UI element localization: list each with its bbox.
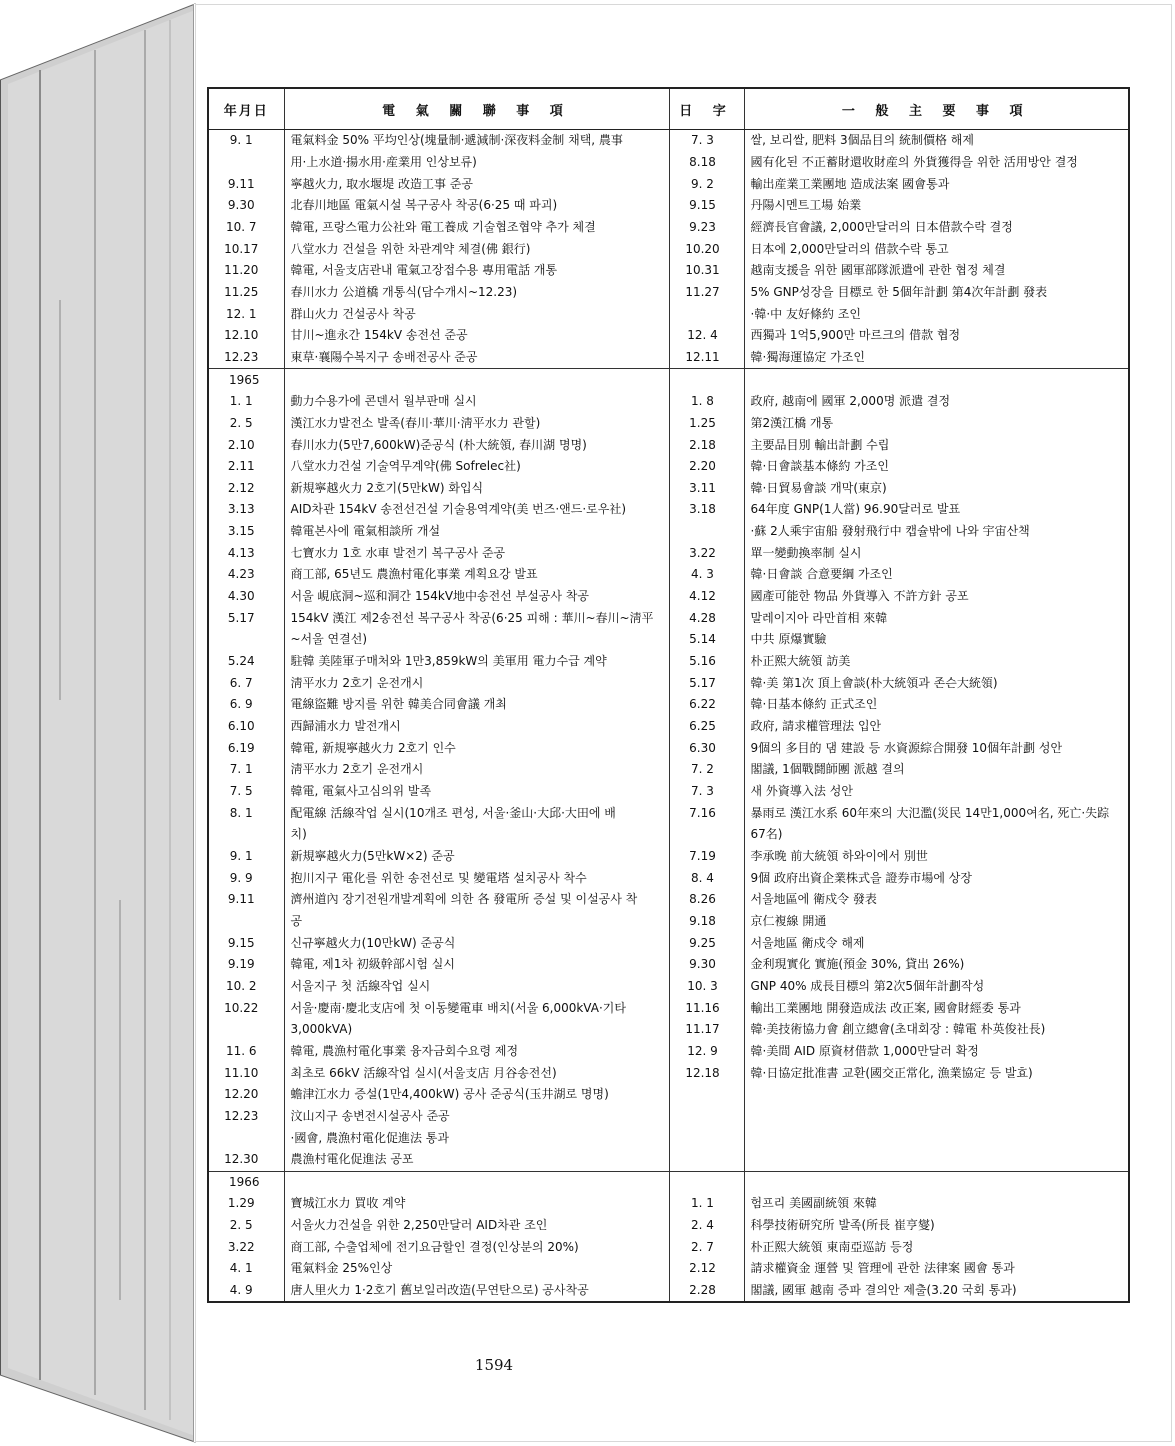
electric-event-cell: 東草·襄陽수복지구 송배전공사 준공 [284, 347, 669, 369]
electric-event-cell: 動力수용가에 콘덴서 월부판매 실시 [284, 391, 669, 413]
electric-event-cell: 蟾津江水力 증설(1만4,400kW) 공사 준공식(玉井湖로 명명) [284, 1084, 669, 1106]
general-date-cell: 2.28 [669, 1280, 744, 1303]
general-event-cell: 輸出工業團地 開發造成法 改正案, 國會財經委 통과 [744, 997, 1129, 1019]
electric-event-cell [284, 1171, 669, 1193]
general-date-cell: 8. 4 [669, 867, 744, 889]
general-date-cell: 1. 1 [669, 1193, 744, 1215]
table-row [208, 542, 1129, 564]
date-cell: 7. 1 [208, 759, 284, 781]
electric-event-cell: 韓電, 제1차 初級幹部시험 실시 [284, 954, 669, 976]
electric-event-cell: 商工部, 수출업체에 전기요금할인 결정(인상분의 20%) [284, 1236, 669, 1258]
general-date-cell [669, 303, 744, 325]
date-cell: 1965 [208, 369, 284, 391]
date-cell: 6.10 [208, 716, 284, 738]
general-event-cell: 韓·日基本條約 正式조인 [744, 694, 1129, 716]
date-cell: 1966 [208, 1171, 284, 1193]
general-date-cell: 12. 9 [669, 1041, 744, 1063]
electric-event-cell: 配電線 活線작업 실시(10개조 편성, 서울·釜山·大邱·大田에 배 [284, 802, 669, 824]
general-event-cell: 67名) [744, 824, 1129, 846]
date-cell: 9.19 [208, 954, 284, 976]
general-date-cell: 4. 3 [669, 564, 744, 586]
electric-event-cell: 北春川地區 電氣시설 복구공사 착공(6·25 때 파괴) [284, 195, 669, 217]
general-date-cell: 2. 7 [669, 1236, 744, 1258]
general-event-cell: 말레이지아 라만首相 來韓 [744, 607, 1129, 629]
date-cell: 10. 2 [208, 976, 284, 998]
general-event-cell: 閣議, 國軍 越南 증파 결의안 제출(3.20 국회 통과) [744, 1280, 1129, 1303]
general-event-cell: 9個 政府出資企業株式을 證券市場에 상장 [744, 867, 1129, 889]
general-date-cell: 2. 4 [669, 1215, 744, 1237]
table-row [208, 607, 1129, 629]
general-event-cell: 中共 原爆實驗 [744, 629, 1129, 651]
table-row [208, 478, 1129, 500]
general-event-cell: 單一變動換率制 실시 [744, 542, 1129, 564]
general-event-cell: 京仁複線 開通 [744, 911, 1129, 933]
date-cell: 8. 1 [208, 802, 284, 824]
general-event-cell: 9個의 多目的 댐 建設 등 水資源綜合開發 10個年計劃 성안 [744, 737, 1129, 759]
table-row [208, 781, 1129, 803]
table-row [208, 369, 1129, 391]
general-date-cell: 8.18 [669, 152, 744, 174]
table-row [208, 1149, 1129, 1171]
table-row [208, 932, 1129, 954]
table-row [208, 1215, 1129, 1237]
date-cell: 4.13 [208, 542, 284, 564]
table-row [208, 954, 1129, 976]
table-row [208, 1258, 1129, 1280]
electric-event-cell: 韓電, 프랑스電力公社와 電工養成 기술협조협약 추가 체결 [284, 217, 669, 239]
date-cell [208, 911, 284, 933]
table-row [208, 347, 1129, 369]
electric-event-cell: 寶城江水力 買收 계약 [284, 1193, 669, 1215]
electric-event-cell: 韓電, 서울支店관내 電氣고장접수용 專用電話 개통 [284, 260, 669, 282]
date-cell: 7. 5 [208, 781, 284, 803]
date-cell [208, 152, 284, 174]
general-event-cell: 韓·獨海運協定 가조인 [744, 347, 1129, 369]
general-event-cell: 韓·日會談基本條約 가조인 [744, 456, 1129, 478]
table-row [208, 434, 1129, 456]
date-cell: 9. 1 [208, 846, 284, 868]
general-date-cell: 7. 2 [669, 759, 744, 781]
general-date-cell: 5.16 [669, 651, 744, 673]
table-row [208, 824, 1129, 846]
date-cell: 11.25 [208, 282, 284, 304]
table-row [208, 759, 1129, 781]
general-event-cell: 閣議, 1個戰鬪師團 派越 결의 [744, 759, 1129, 781]
general-event-cell [744, 1149, 1129, 1171]
date-cell: 9.15 [208, 932, 284, 954]
electric-event-cell [284, 369, 669, 391]
date-cell: 11. 6 [208, 1041, 284, 1063]
table-row [208, 846, 1129, 868]
general-event-cell: 第2漢江橋 개통 [744, 413, 1129, 435]
general-date-cell: 9.25 [669, 932, 744, 954]
date-cell: 6. 7 [208, 672, 284, 694]
general-date-cell: 6.25 [669, 716, 744, 738]
general-date-cell: 11.17 [669, 1019, 744, 1041]
electric-event-cell: 신규寧越火力(10만kW) 준공식 [284, 932, 669, 954]
electric-event-cell: 3,000kVA) [284, 1019, 669, 1041]
general-date-cell: 6.22 [669, 694, 744, 716]
table-row [208, 716, 1129, 738]
general-date-cell: 3.18 [669, 499, 744, 521]
date-cell: 2.12 [208, 478, 284, 500]
general-event-cell: 쌀, 보리쌀, 肥料 3個品目의 統制價格 해제 [744, 130, 1129, 152]
general-date-cell: 3.22 [669, 542, 744, 564]
table-row [208, 325, 1129, 347]
general-date-cell: 11.16 [669, 997, 744, 1019]
header-date: 年月日 [208, 88, 284, 130]
table-row [208, 521, 1129, 543]
general-date-cell [669, 1084, 744, 1106]
table-row [208, 260, 1129, 282]
date-cell: 12.10 [208, 325, 284, 347]
date-cell: 3.13 [208, 499, 284, 521]
general-event-cell: 韓·日協定批准書 교환(國交正常化, 漁業協定 등 발효) [744, 1062, 1129, 1084]
electric-event-cell: 七寶水力 1호 水車 발전기 복구공사 준공 [284, 542, 669, 564]
general-event-cell: 丹陽시멘트工場 始業 [744, 195, 1129, 217]
table-row [208, 802, 1129, 824]
table-row [208, 911, 1129, 933]
document-page [193, 4, 1172, 1442]
general-date-cell [669, 1149, 744, 1171]
electric-event-cell: 최초로 66kV 活線작업 실시(서울支店 月谷송전선) [284, 1062, 669, 1084]
electric-event-cell: 漢江水力발전소 발족(春川·華川·淸平水力 관할) [284, 413, 669, 435]
general-event-cell: 韓·日貿易會談 개막(東京) [744, 478, 1129, 500]
page-number: 1594 [474, 1356, 514, 1374]
date-cell: 9.11 [208, 173, 284, 195]
date-cell: 2. 5 [208, 413, 284, 435]
general-event-cell: 험프리 美國副統領 來韓 [744, 1193, 1129, 1215]
table-row [208, 1280, 1129, 1303]
electric-event-cell: 汶山지구 송변전시설공사 준공 [284, 1106, 669, 1128]
general-date-cell [669, 1127, 744, 1149]
table-row [208, 303, 1129, 325]
table-row [208, 586, 1129, 608]
general-event-cell: 政府, 請求權管理法 입안 [744, 716, 1129, 738]
date-cell: 3.22 [208, 1236, 284, 1258]
general-date-cell: 8.26 [669, 889, 744, 911]
general-date-cell: 4.28 [669, 607, 744, 629]
electric-event-cell: ~서울 연결선) [284, 629, 669, 651]
general-event-cell: 새 外資導入法 성안 [744, 781, 1129, 803]
date-cell [208, 629, 284, 651]
table-row [208, 976, 1129, 998]
general-date-cell: 9. 2 [669, 173, 744, 195]
general-date-cell: 1. 8 [669, 391, 744, 413]
electric-event-cell: 154kV 漢江 제2송전선 복구공사 착공(6·25 피해 : 華川~春川~淸平 [284, 607, 669, 629]
electric-event-cell: 八堂水力건설 기술역무계약(佛 Sofrelec社) [284, 456, 669, 478]
general-event-cell [744, 1106, 1129, 1128]
general-event-cell: 輸出産業工業團地 造成法案 國會통과 [744, 173, 1129, 195]
general-event-cell: 金利現實化 實施(預金 30%, 貸出 26%) [744, 954, 1129, 976]
date-cell: 9.30 [208, 195, 284, 217]
date-cell: 3.15 [208, 521, 284, 543]
general-date-cell: 12.18 [669, 1062, 744, 1084]
electric-event-cell: 電氣料金 50% 平均인상(塊量制·遞減制·深夜料金制 채택, 農事 [284, 130, 669, 152]
general-date-cell [669, 369, 744, 391]
date-cell: 5.17 [208, 607, 284, 629]
date-cell: 4. 1 [208, 1258, 284, 1280]
general-date-cell [669, 521, 744, 543]
general-event-cell: 主要品目別 輸出計劃 수립 [744, 434, 1129, 456]
general-event-cell: 請求權資金 運營 및 管理에 관한 法律案 國會 통과 [744, 1258, 1129, 1280]
table-row [208, 737, 1129, 759]
date-cell: 5.24 [208, 651, 284, 673]
general-date-cell: 7.19 [669, 846, 744, 868]
date-cell: 10.22 [208, 997, 284, 1019]
general-date-cell: 9.18 [669, 911, 744, 933]
date-cell: 6.19 [208, 737, 284, 759]
general-event-cell: 서울地區에 衛戍令 發表 [744, 889, 1129, 911]
table-row [208, 152, 1129, 174]
general-event-cell: 韓·美 第1次 頂上會談(朴大統領과 존슨大統領) [744, 672, 1129, 694]
general-date-cell [669, 1106, 744, 1128]
date-cell: 12. 1 [208, 303, 284, 325]
general-date-cell: 2.12 [669, 1258, 744, 1280]
date-cell: 11.10 [208, 1062, 284, 1084]
general-date-cell: 2.18 [669, 434, 744, 456]
general-event-cell: 朴正熙大統領 東南亞巡訪 등정 [744, 1236, 1129, 1258]
table-row [208, 694, 1129, 716]
electric-event-cell: 甘川~進永간 154kV 송전선 준공 [284, 325, 669, 347]
electric-event-cell: 駐韓 美陸軍子매처와 1만3,859kW의 美軍用 電力수급 계약 [284, 651, 669, 673]
electric-event-cell: 서울·慶南·慶北支店에 첫 이동變電車 배치(서울 6,000kVA·기타 [284, 997, 669, 1019]
electric-event-cell: 西歸浦水力 발전개시 [284, 716, 669, 738]
electric-event-cell: 春川水力(5만7,600kW)준공식 (朴大統領, 春川湖 명명) [284, 434, 669, 456]
general-date-cell: 3.11 [669, 478, 744, 500]
general-date-cell: 4.12 [669, 586, 744, 608]
general-event-cell [744, 1127, 1129, 1149]
electric-event-cell: AID차관 154kV 송전선건설 기술용역계약(美 번즈·앤드·로우社) [284, 499, 669, 521]
electric-event-cell: 八堂水力 건설을 위한 차관계약 체결(佛 銀行) [284, 238, 669, 260]
table-row [208, 217, 1129, 239]
general-date-cell: 7. 3 [669, 130, 744, 152]
date-cell: 2.10 [208, 434, 284, 456]
table-row [208, 629, 1129, 651]
electric-event-cell: 서울 峴底洞~巡和洞간 154kV地中송전선 부설공사 착공 [284, 586, 669, 608]
general-event-cell: 越南支援을 위한 國軍部隊派遣에 관한 협정 체결 [744, 260, 1129, 282]
general-date-cell: 9.15 [669, 195, 744, 217]
general-event-cell: 國有化된 不正蓄財還收財産의 外貨獲得을 위한 活用방안 결정 [744, 152, 1129, 174]
chronology-table [207, 87, 1130, 1303]
date-cell: 2. 5 [208, 1215, 284, 1237]
date-cell: 1. 1 [208, 391, 284, 413]
table-row [208, 238, 1129, 260]
table-row [208, 672, 1129, 694]
general-date-cell: 12.11 [669, 347, 744, 369]
table-row [208, 997, 1129, 1019]
table-row [208, 173, 1129, 195]
date-cell: 9. 1 [208, 130, 284, 152]
general-event-cell: 日本에 2,000만달러의 借款수락 통고 [744, 238, 1129, 260]
general-event-cell: GNP 40% 成長目標의 第2次5個年計劃작성 [744, 976, 1129, 998]
header-general-events: 一 般 主 要 事 項 [744, 88, 1129, 130]
table-row [208, 1041, 1129, 1063]
electric-event-cell: 韓電, 電氣사고심의위 발족 [284, 781, 669, 803]
general-date-cell: 2.20 [669, 456, 744, 478]
date-cell: 11.20 [208, 260, 284, 282]
general-date-cell: 10.20 [669, 238, 744, 260]
general-date-cell: 5.14 [669, 629, 744, 651]
header-electric-events: 電 氣 關 聯 事 項 [284, 88, 669, 130]
date-cell: 1.29 [208, 1193, 284, 1215]
electric-event-cell: 用·上水道·揚水用·産業用 인상보류) [284, 152, 669, 174]
electric-event-cell: 電氣料金 25%인상 [284, 1258, 669, 1280]
general-date-cell [669, 1171, 744, 1193]
table-row [208, 1236, 1129, 1258]
electric-event-cell: 濟州道內 장기전원개발계획에 의한 各 發電所 증설 및 이설공사 착 [284, 889, 669, 911]
general-event-cell: 韓·美技術協力會 創立總會(초대회장 : 韓電 朴英俊社長) [744, 1019, 1129, 1041]
electric-event-cell: 抱川지구 電化를 위한 송전선로 및 變電塔 설치공사 착수 [284, 867, 669, 889]
general-event-cell: 朴正熙大統領 訪美 [744, 651, 1129, 673]
electric-event-cell: 韓電, 新規寧越火力 2호기 인수 [284, 737, 669, 759]
table-row [208, 564, 1129, 586]
table-row [208, 1084, 1129, 1106]
general-event-cell: 科學技術研究所 발족(所長 崔亨燮) [744, 1215, 1129, 1237]
general-date-cell: 10.31 [669, 260, 744, 282]
header-date-general: 日 字 [669, 88, 744, 130]
general-event-cell: 64年度 GNP(1人當) 96.90달러로 발표 [744, 499, 1129, 521]
table-row [208, 391, 1129, 413]
general-date-cell: 11.27 [669, 282, 744, 304]
general-date-cell: 5.17 [669, 672, 744, 694]
table-row [208, 195, 1129, 217]
electric-event-cell: 공 [284, 911, 669, 933]
date-cell [208, 1019, 284, 1041]
date-cell: 2.11 [208, 456, 284, 478]
table-row [208, 282, 1129, 304]
date-cell: 4. 9 [208, 1280, 284, 1303]
electric-event-cell: 新規寧越火力(5만kW×2) 준공 [284, 846, 669, 868]
date-cell: 12.23 [208, 1106, 284, 1128]
date-cell [208, 1127, 284, 1149]
date-cell [208, 824, 284, 846]
table-row [208, 889, 1129, 911]
electric-event-cell: 唐人里火力 1·2호기 舊보일러改造(무연탄으로) 공사착공 [284, 1280, 669, 1303]
general-event-cell: 서울地區 衛戍令 해제 [744, 932, 1129, 954]
general-event-cell [744, 369, 1129, 391]
date-cell: 4.30 [208, 586, 284, 608]
table-row [208, 413, 1129, 435]
date-cell: 4.23 [208, 564, 284, 586]
electric-event-cell: 치) [284, 824, 669, 846]
general-date-cell: 7.16 [669, 802, 744, 824]
table-row [208, 1062, 1129, 1084]
general-event-cell: 5% GNP성장을 目標로 한 5個年計劃 第4次年計劃 發表 [744, 282, 1129, 304]
general-event-cell: ·蘇 2人乘宇宙船 發射飛行中 캡슐밖에 나와 宇宙산책 [744, 521, 1129, 543]
date-cell: 9.11 [208, 889, 284, 911]
table-row [208, 456, 1129, 478]
electric-event-cell: 서울火力건설을 위한 2,250만달러 AID차관 조인 [284, 1215, 669, 1237]
book-page-edges [0, 0, 200, 1446]
general-date-cell: 7. 3 [669, 781, 744, 803]
general-date-cell: 1.25 [669, 413, 744, 435]
table-row [208, 1019, 1129, 1041]
table-row [208, 867, 1129, 889]
table-row [208, 1171, 1129, 1193]
general-date-cell [669, 824, 744, 846]
electric-event-cell: 商工部, 65년도 農漁村電化事業 계획요강 발표 [284, 564, 669, 586]
general-date-cell: 9.30 [669, 954, 744, 976]
date-cell: 12.20 [208, 1084, 284, 1106]
date-cell: 10.17 [208, 238, 284, 260]
electric-event-cell: 群山火力 건설공사 착공 [284, 303, 669, 325]
general-event-cell: ·韓·中 友好條約 조인 [744, 303, 1129, 325]
general-event-cell: 韓·美間 AID 原資材借款 1,000만달러 확정 [744, 1041, 1129, 1063]
table-body [208, 130, 1129, 1303]
electric-event-cell: 電線盜難 방지를 위한 韓美合同會議 개최 [284, 694, 669, 716]
general-event-cell: 暴雨로 漢江水系 60年來의 大氾濫(災民 14만1,000여名, 死亡·失踪 [744, 802, 1129, 824]
general-event-cell: 政府, 越南에 國軍 2,000명 派遣 결정 [744, 391, 1129, 413]
electric-event-cell: ·國會, 農漁村電化促進法 통과 [284, 1127, 669, 1149]
table-row [208, 499, 1129, 521]
electric-event-cell: 淸平水力 2호기 운전개시 [284, 759, 669, 781]
electric-event-cell: 新規寧越火力 2호기(5만kW) 화입식 [284, 478, 669, 500]
table-row [208, 1127, 1129, 1149]
general-event-cell [744, 1084, 1129, 1106]
general-date-cell: 10. 3 [669, 976, 744, 998]
date-cell: 9. 9 [208, 867, 284, 889]
electric-event-cell: 淸平水力 2호기 운전개시 [284, 672, 669, 694]
table-row [208, 1193, 1129, 1215]
electric-event-cell: 韓電본사에 電氣相談所 개설 [284, 521, 669, 543]
electric-event-cell: 農漁村電化促進法 공포 [284, 1149, 669, 1171]
electric-event-cell: 韓電, 農漁村電化事業 융자금회수요령 제정 [284, 1041, 669, 1063]
general-event-cell: 國產可能한 物品 外貨導入 不許方針 공포 [744, 586, 1129, 608]
table-header-row [208, 88, 1129, 130]
general-event-cell: 西獨과 1억5,900만 마르크의 借款 협정 [744, 325, 1129, 347]
general-event-cell: 韓·日會談 合意要綱 가조인 [744, 564, 1129, 586]
general-event-cell: 經濟長官會議, 2,000만달러의 日本借款수락 결정 [744, 217, 1129, 239]
date-cell: 10. 7 [208, 217, 284, 239]
general-date-cell: 6.30 [669, 737, 744, 759]
general-date-cell: 12. 4 [669, 325, 744, 347]
table-row [208, 130, 1129, 152]
electric-event-cell: 서울지구 첫 活線작업 실시 [284, 976, 669, 998]
date-cell: 12.23 [208, 347, 284, 369]
date-cell: 12.30 [208, 1149, 284, 1171]
general-event-cell: 李承晚 前大統領 하와이에서 別世 [744, 846, 1129, 868]
electric-event-cell: 寧越火力, 取水堰堤 改造工事 준공 [284, 173, 669, 195]
table-row [208, 651, 1129, 673]
table-row [208, 1106, 1129, 1128]
electric-event-cell: 春川水力 公道橋 개통식(담수개시~12.23) [284, 282, 669, 304]
general-event-cell [744, 1171, 1129, 1193]
date-cell: 6. 9 [208, 694, 284, 716]
general-date-cell: 9.23 [669, 217, 744, 239]
